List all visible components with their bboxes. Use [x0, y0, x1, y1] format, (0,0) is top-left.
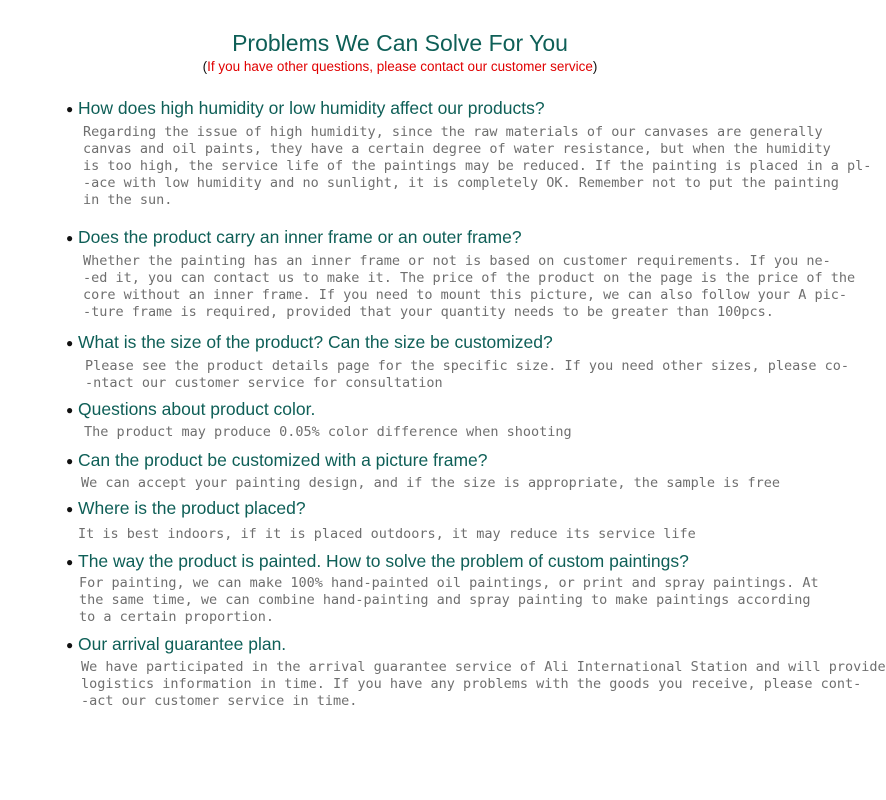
faq-answer-size: Please see the product details page for the specific size. If you need other sizes, please co- -ntact our customer service for consultation [85, 358, 850, 391]
bullet-icon: ● [66, 102, 74, 116]
bullet-icon: ● [66, 403, 74, 417]
faq-question-frame [66, 226, 522, 249]
faq-answer-picture-frame: We can accept your painting design, and if the size is appropriate, the sample is free [81, 475, 780, 491]
faq-question-text: Can the product be customized with a picture frame? [78, 450, 488, 470]
faq-question-text: Where is the product placed? [78, 498, 306, 518]
bullet-icon: ● [66, 555, 74, 569]
faq-answer-painting-method: For painting, we can make 100% hand-painted oil paintings, or print and spray paintings. At the same time, we can combine hand-painting and spray painting to make paintings according to a certain proportion. [79, 575, 819, 625]
faq-question-text: Our arrival guarantee plan. [78, 634, 287, 654]
faq-question-text: The way the product is painted. How to solve the problem of custom paintings? [78, 551, 689, 571]
faq-question-picture-frame [66, 449, 488, 472]
subtitle-close-paren: ) [592, 59, 598, 74]
faq-question-color [66, 398, 315, 421]
faq-question-painting-method [66, 550, 689, 573]
faq-answer-humidity: Regarding the issue of high humidity, since the raw materials of our canvases are generally canvas and oil paints, they have a certain degree of water resistance, but when the humidity is too high, the service life of the paintings may be reduced. If the painting is placed in a pl- -ace with low humidity and no sunlight, it is completely OK. Remember not to put the painting in the sun. [83, 124, 872, 208]
bullet-icon: ● [66, 502, 74, 516]
faq-question-text: What is the size of the product? Can the size be customized? [78, 332, 553, 352]
faq-answer-arrival-guarantee: We have participated in the arrival guarantee service of Ali International Station and will provide logistics information in time. If you have any problems with the goods you receive, please cont- -act our customer service in time. [81, 659, 886, 709]
faq-answer-frame: Whether the painting has an inner frame or not is based on customer requirements. If you ne- -ed it, you can contact us to make it. The price of the product on the page is the price of the core without an inner frame. If you need to mount this picture, we can also follow your A pic- -ture frame is required, provided that your quantity needs to be greater than 100pcs. [83, 253, 856, 320]
page-subtitle [0, 58, 800, 75]
faq-question-humidity [66, 97, 545, 120]
faq-question-text: Does the product carry an inner frame or an outer frame? [78, 227, 522, 247]
faq-question-text: How does high humidity or low humidity affect our products? [78, 98, 545, 118]
bullet-icon: ● [66, 336, 74, 350]
faq-answer-color: The product may produce 0.05% color difference when shooting [84, 424, 572, 440]
subtitle-contact-note: If you have other questions, please contact our customer service [207, 59, 593, 74]
faq-answer-placement: It is best indoors, if it is placed outdoors, it may reduce its service life [78, 526, 696, 542]
bullet-icon: ● [66, 638, 74, 652]
faq-question-size [66, 331, 553, 354]
page-title: Problems We Can Solve For You [232, 30, 568, 56]
faq-question-arrival-guarantee [66, 633, 286, 656]
subtitle-open-paren: ( [202, 59, 208, 74]
bullet-icon: ● [66, 231, 74, 245]
faq-question-placement [66, 497, 306, 520]
bullet-icon: ● [66, 454, 74, 468]
faq-question-text: Questions about product color. [78, 399, 316, 419]
